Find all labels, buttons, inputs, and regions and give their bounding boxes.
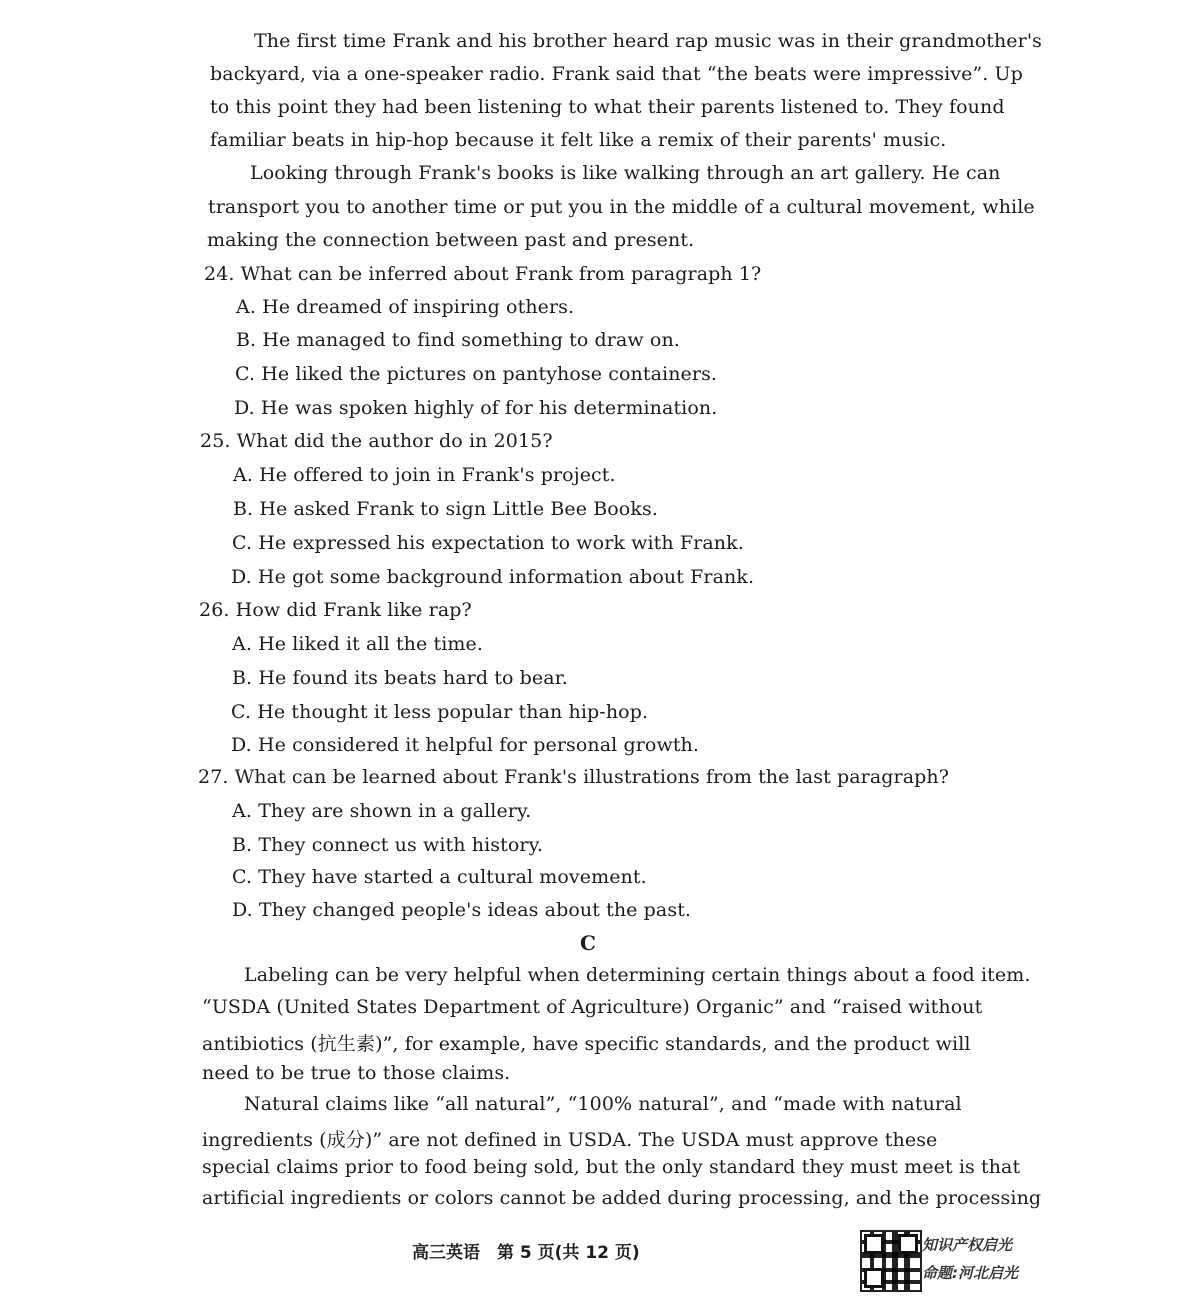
section-heading: C: [580, 931, 596, 955]
answer-option: C. They have started a cultural movement.: [232, 866, 647, 888]
qr-code-icon: [860, 1230, 922, 1292]
paragraph-line: Labeling can be very helpful when determining certain things about a food item.: [244, 964, 1031, 986]
paragraph-line: The first time Frank and his brother heard rap music was in their grandmother's: [254, 30, 1043, 52]
question-stem: 24. What can be inferred about Frank from paragraph 1?: [204, 263, 762, 285]
answer-option: B. He found its beats hard to bear.: [232, 667, 568, 689]
answer-option: A. He dreamed of inspiring others.: [236, 296, 575, 318]
answer-option: D. He was spoken highly of for his determination.: [234, 397, 718, 419]
paragraph-line: Looking through Frank's books is like walking through an art gallery. He can: [250, 162, 1001, 184]
question-stem: 25. What did the author do in 2015?: [200, 430, 553, 452]
paragraph-line: artificial ingredients or colors cannot be added during processing, and the processing: [202, 1187, 1042, 1209]
answer-option: D. They changed people's ideas about the past.: [232, 899, 692, 921]
paragraph-line: “USDA (United States Department of Agriculture) Organic” and “raised without: [202, 996, 983, 1018]
paragraph-line: familiar beats in hip-hop because it felt like a remix of their parents' music.: [210, 129, 947, 151]
answer-option: A. They are shown in a gallery.: [232, 800, 532, 822]
answer-option: C. He expressed his expectation to work with Frank.: [232, 532, 744, 554]
paragraph-line: special claims prior to food being sold, but the only standard they must meet is that: [202, 1156, 1021, 1178]
answer-option: B. He managed to find something to draw on.: [236, 329, 680, 351]
paragraph-line: making the connection between past and present.: [207, 229, 695, 251]
answer-option: C. He thought it less popular than hip-hop.: [231, 701, 649, 723]
copyright-stamp-line: 知识产权启光: [922, 1236, 1013, 1254]
copyright-stamp-line: 命题:河北启光: [922, 1264, 1018, 1282]
question-stem: 26. How did Frank like rap?: [199, 599, 472, 621]
paragraph-line: Natural claims like “all natural”, “100% natural”, and “made with natural: [244, 1093, 962, 1115]
answer-option: D. He considered it helpful for personal growth.: [231, 734, 700, 756]
question-stem: 27. What can be learned about Frank's illustrations from the last paragraph?: [198, 766, 950, 788]
paragraph-line: to this point they had been listening to what their parents listened to. They found: [210, 96, 1005, 118]
page-footer: 高三英语 第 5 页(共 12 页): [412, 1243, 640, 1263]
answer-option: A. He offered to join in Frank's project.: [233, 464, 616, 486]
answer-option: B. They connect us with history.: [232, 834, 544, 856]
paragraph-line: antibiotics (抗生素)”, for example, have specific standards, and the product will: [202, 1033, 971, 1055]
answer-option: B. He asked Frank to sign Little Bee Books.: [233, 498, 658, 520]
paragraph-line: backyard, via a one-speaker radio. Frank said that “the beats were impressive”. Up: [210, 63, 1023, 85]
answer-option: D. He got some background information about Frank.: [231, 566, 755, 588]
answer-option: A. He liked it all the time.: [232, 633, 484, 655]
paragraph-line: ingredients (成分)” are not defined in USDA. The USDA must approve these: [202, 1129, 938, 1151]
paragraph-line: need to be true to those claims.: [202, 1062, 511, 1084]
paragraph-line: transport you to another time or put you in the middle of a cultural movement, while: [208, 196, 1035, 218]
answer-option: C. He liked the pictures on pantyhose containers.: [235, 363, 718, 385]
